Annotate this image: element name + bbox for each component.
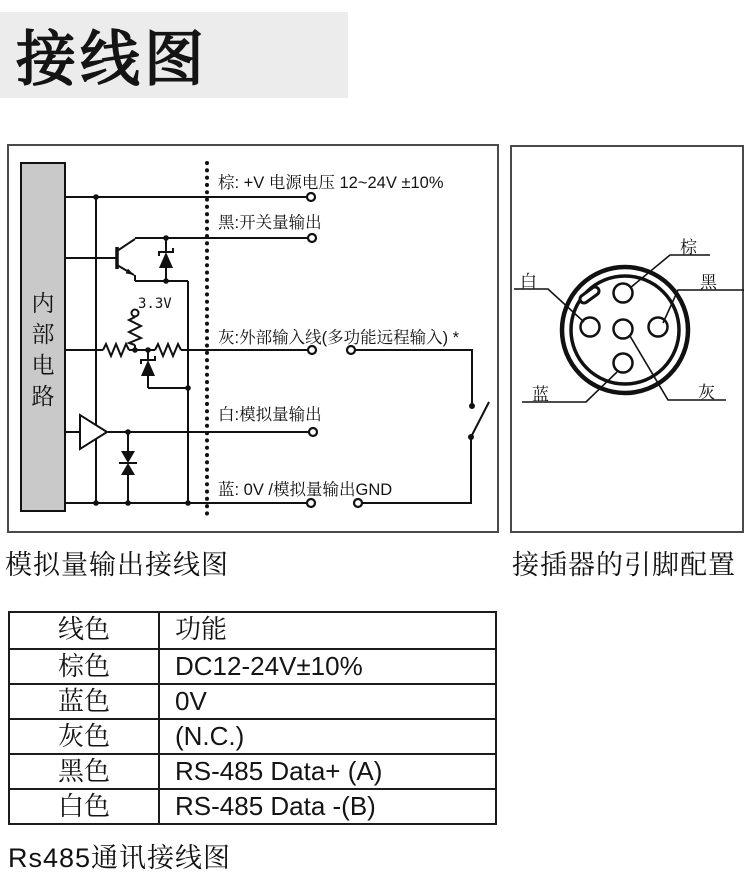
- connector-pin-diagram: [510, 145, 744, 533]
- rs485-table: [8, 611, 497, 825]
- page-title: 接线图: [16, 26, 208, 93]
- cell-wire-color: 灰色: [10, 720, 160, 753]
- analog-diagram-caption: 模拟量输出接线图: [5, 550, 229, 580]
- cell-wire-color: 蓝色: [10, 685, 160, 718]
- terminal-blue-external: [354, 499, 362, 507]
- cell-function: DC12-24V±10%: [175, 651, 363, 681]
- cell-wire-color: 黑色: [10, 755, 160, 788]
- cell-function: RS-485 Data -(B): [175, 791, 376, 821]
- header-function: 功能: [175, 614, 228, 644]
- table-row: [10, 718, 495, 753]
- table-row: [10, 648, 495, 683]
- page-title-band: [0, 12, 348, 98]
- wire-label-gray: 灰:外部输入线(多功能远程输入) *: [218, 329, 460, 347]
- cell-wire-color: 棕色: [10, 650, 160, 683]
- cell-function: (N.C.): [175, 721, 245, 751]
- table-header-row: [10, 613, 495, 648]
- internal-circuit-box: [21, 163, 65, 511]
- cell-function: RS-485 Data+ (A): [175, 756, 383, 786]
- terminal-black: [308, 234, 316, 242]
- pin-center-gray: [614, 320, 633, 339]
- pin-label-blue: 蓝: [532, 385, 549, 404]
- keying-notch-icon: [584, 291, 595, 299]
- analog-output-diagram: [7, 144, 499, 533]
- pin-top-brown: [614, 284, 633, 303]
- pin-label-black: 黑: [700, 273, 717, 292]
- internal-label-char: 电: [31, 352, 55, 378]
- diagram-border: [511, 146, 743, 532]
- internal-label-char: 内: [31, 290, 55, 316]
- header-wire-color: 线色: [10, 613, 160, 648]
- voltage-ref-label: 3.3V: [138, 296, 172, 312]
- wire-label-brown: 棕: +V 电源电压 12~24V ±10%: [218, 174, 444, 192]
- pin-label-white: 白: [520, 272, 537, 291]
- cell-wire-color: 白色: [10, 790, 160, 823]
- terminal-gray-external: [347, 346, 355, 354]
- terminal-brown: [307, 193, 315, 201]
- wire-label-white: 白:模拟量输出: [218, 406, 322, 424]
- wire-label-blue: 蓝: 0V /模拟量输出GND: [218, 481, 393, 499]
- table-row: [10, 753, 495, 788]
- connector-svg: [510, 145, 744, 533]
- table-row: [10, 683, 495, 718]
- terminal-blue: [307, 499, 315, 507]
- connector-diagram-caption: 接插器的引脚配置: [512, 550, 736, 580]
- pin-bottom-blue: [614, 354, 633, 373]
- table-row: [10, 788, 495, 823]
- internal-label-char: 路: [31, 383, 55, 409]
- internal-label-char: 部: [31, 321, 55, 347]
- terminal-gray: [308, 346, 316, 354]
- pin-label-gray: 灰: [698, 383, 715, 402]
- wire-label-black: 黑:开关量输出: [218, 214, 322, 232]
- analog-output-circuit-svg: [7, 144, 499, 533]
- rs485-table-caption: Rs485通讯接线图: [8, 843, 232, 873]
- cell-function: 0V: [175, 686, 207, 716]
- terminal-white: [309, 428, 317, 436]
- pin-label-brown: 棕: [680, 238, 697, 257]
